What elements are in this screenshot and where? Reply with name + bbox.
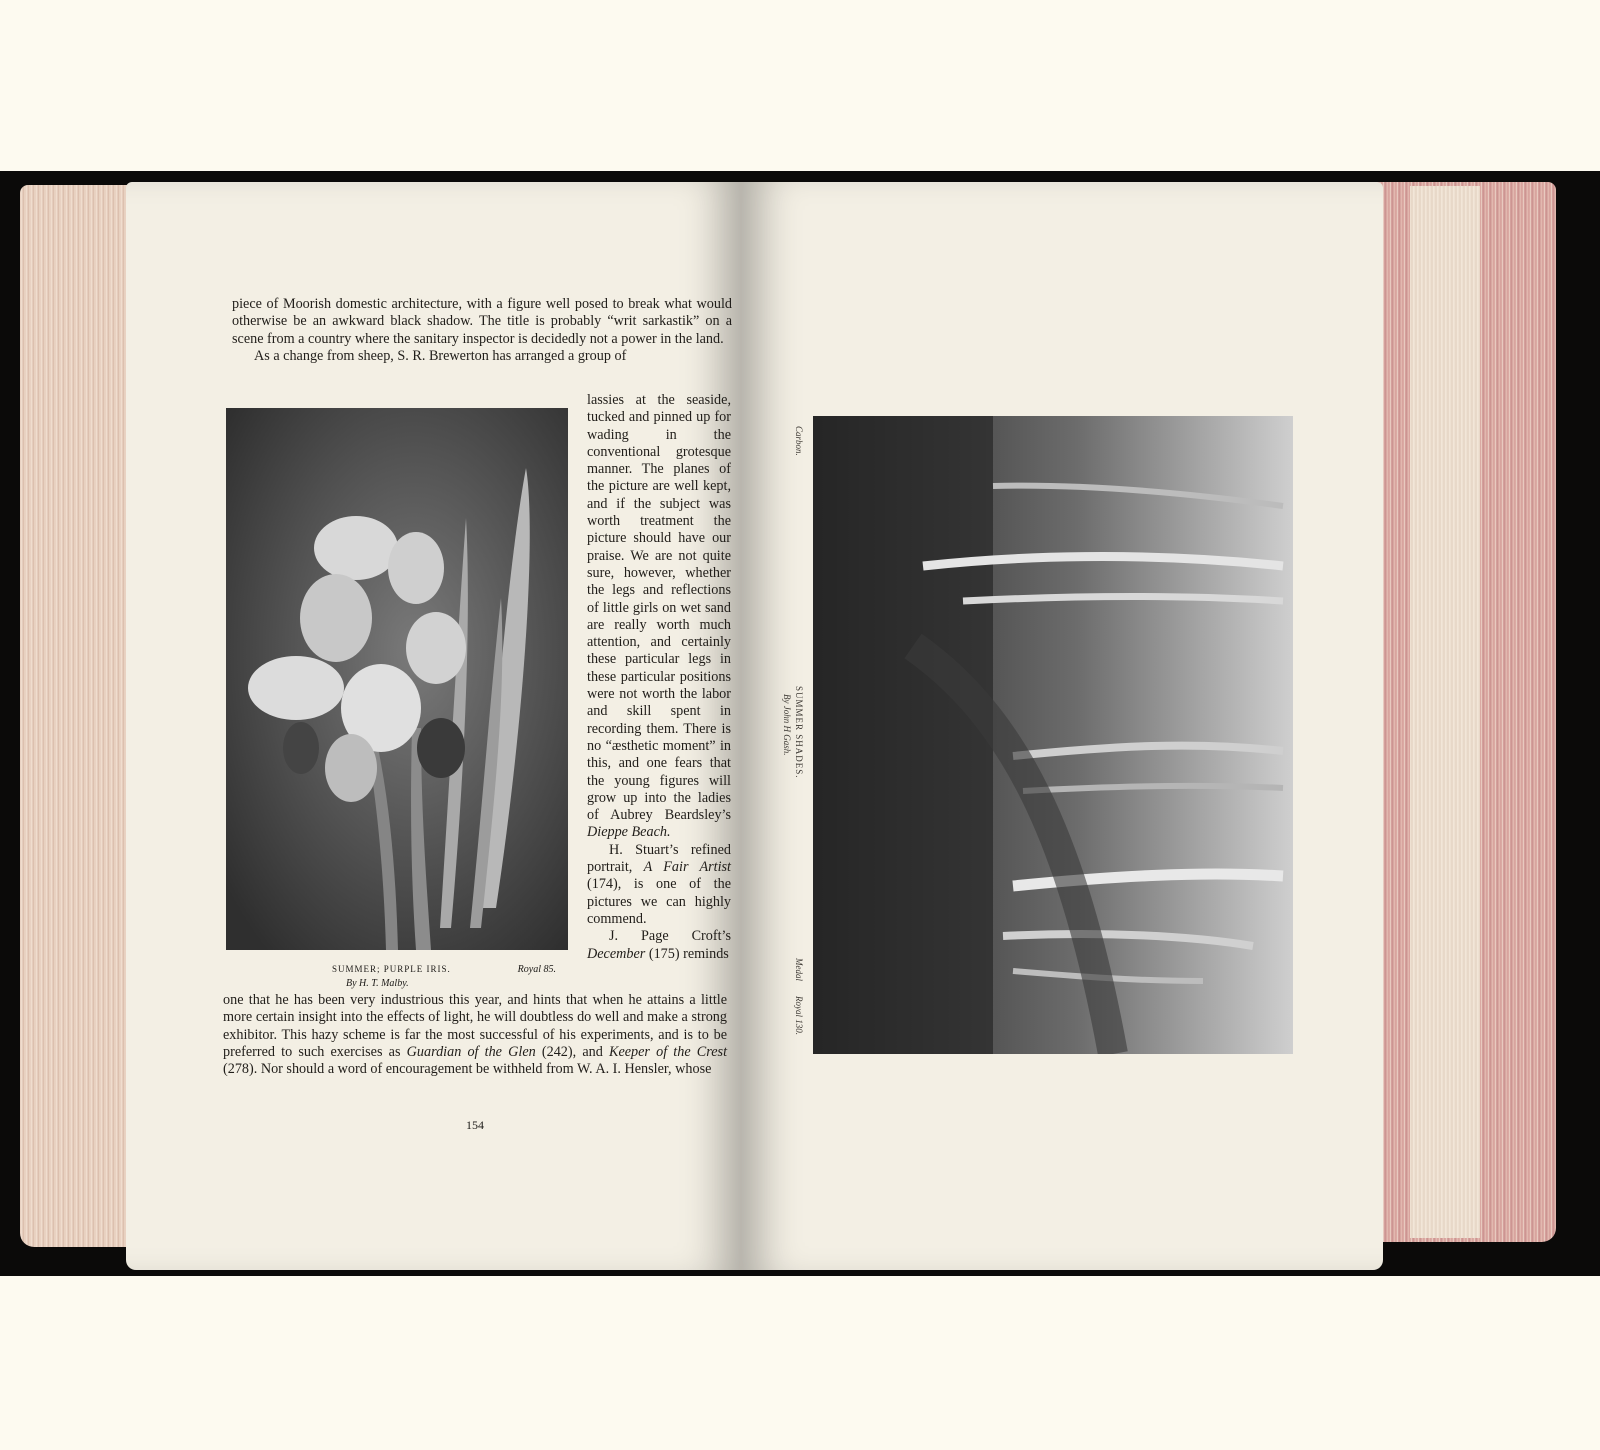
iris-caption-ref: Royal 85. <box>517 964 556 975</box>
top-paragraph-block <box>232 296 732 365</box>
forest-caption-ref: Royal 130. <box>794 996 804 1035</box>
croft-pre: J. Page Croft’s <box>609 928 731 945</box>
guardian-title: Guardian of the Glen <box>406 1043 536 1060</box>
brewerton-side-text: lassies at the seaside, tucked and pinned up for wading in the conventional grotesque manner. The planes of the picture are well kept, and if the subject was worth treatment the picture should have our praise. We are not quite sure, however, whether the legs and reflections of little girls on wet sand are really worth much attention, and certainly these particular legs in these particular positions were not worth the labor and skill spent in recording them. There is no “æsthetic moment” in this, and one fears that the young figures will grow up into the ladies of Aubrey Beardsley’s <box>587 392 731 824</box>
forest-side-label-carbon: Carbon. <box>794 426 804 456</box>
top-paragraph: piece of Moorish domestic architecture, with a figure well posed to break what would otherwise be an awkward black shadow. The title is probably “writ sarkastik” on a scene from a country where the sanitary inspector is decidedly not a power in the land. <box>232 296 732 347</box>
iris-caption-credit: By H. T. Malby. <box>346 978 409 989</box>
bottom-text-3: (278). Nor should a word of encouragement be withheld from W. A. I. Hensler, whose <box>223 1061 712 1078</box>
right-page-edges-inner <box>1410 186 1480 1238</box>
forest-caption-title: SUMMER SHADES. <box>794 686 804 779</box>
bottom-paragraph <box>223 992 727 1078</box>
page-number: 154 <box>466 1118 484 1132</box>
bottom-text-1: one that he has been very industrious this year, and hints that when he attains a little more certain insight into the effects of light, he will doubtless do well and make a strong exhibitor. This hazy scheme is far the most successful of his experiments, and is to be preferred to such exercises as <box>223 992 727 1060</box>
iris-caption-title: SUMMER; PURPLE IRIS. <box>332 964 451 974</box>
side-column <box>587 392 731 963</box>
brewerton-intro: As a change from sheep, S. R. Brewerton has arranged a group of <box>254 347 627 364</box>
keeper-title: Keeper of the Crest <box>608 1043 728 1060</box>
stuart-post: (174), is one of the pictures we can highly commend. <box>587 876 731 927</box>
bottom-text-2: (242), and <box>541 1043 603 1060</box>
stuart-title: A Fair Artist <box>643 859 731 876</box>
stuart-pre: H. Stuart’s refined portrait, <box>587 841 731 876</box>
forest-photograph <box>813 416 1293 1054</box>
forest-caption-credit: By John H Gash. <box>782 694 792 756</box>
left-page-edges <box>20 185 132 1247</box>
croft-title: December <box>587 945 646 962</box>
croft-post: (175) reminds <box>648 945 729 962</box>
forest-side-label-medal: Medal <box>794 958 804 981</box>
dieppe-beach-title: Dieppe Beach. <box>587 824 671 841</box>
iris-photograph <box>226 408 568 950</box>
